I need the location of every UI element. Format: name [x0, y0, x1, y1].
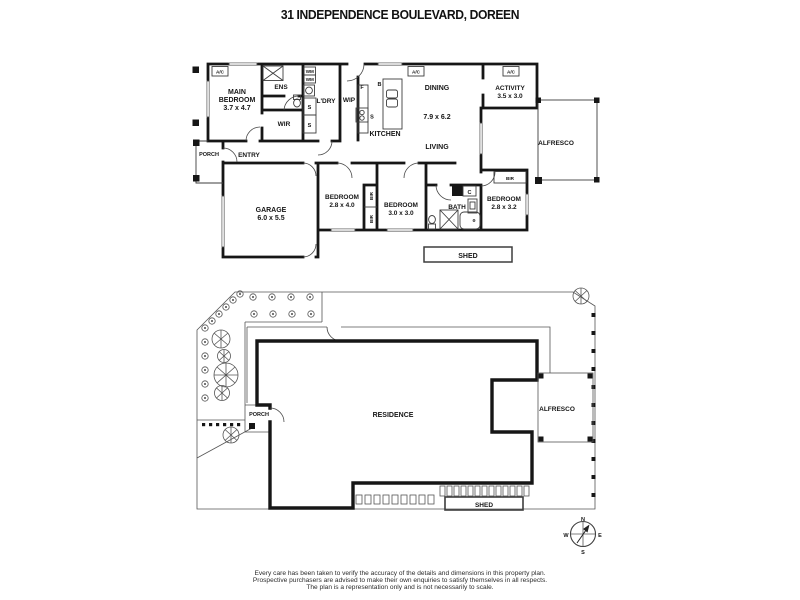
- room-label-porch: PORCH: [199, 152, 219, 158]
- residence-outline: [257, 341, 537, 508]
- disclaimer-line-2: Prospective purchasers are advised to make their own enquiries to satisfy themselves in all respects.: [252, 577, 548, 584]
- site-label-alfresco: ALFRESCO: [539, 406, 575, 413]
- room-label-dining: DINING: [424, 85, 450, 92]
- bir-label: BIR: [368, 215, 374, 223]
- room-label-ensuite: ENS: [274, 84, 288, 91]
- room-dims-garage: 6.0 x 5.5: [257, 215, 285, 222]
- room-label-bath: BATH: [448, 204, 466, 211]
- site-label-porch: PORCH: [249, 412, 269, 418]
- room-dims-bedroom-3: 3.0 x 3.0: [388, 210, 414, 217]
- fridge-label: F: [360, 85, 364, 91]
- wall-pier-post: [193, 120, 200, 127]
- room-dims-activity: 3.5 x 3.0: [497, 93, 523, 100]
- room-label-bedroom-2: BEDROOM: [325, 194, 359, 201]
- room-label-alfresco: ALFRESCO: [538, 140, 574, 147]
- room-dims-living: 7.9 x 6.2: [423, 114, 451, 121]
- site-porch-post: [249, 423, 255, 429]
- floor-plan: [193, 63, 600, 262]
- bir-label: BIR: [506, 176, 514, 181]
- compass-west-label: W: [563, 533, 569, 539]
- room-label-laundry: L'DRY: [316, 98, 336, 105]
- gate-arc: [327, 327, 341, 341]
- room-label-main-bedroom: MAIN: [228, 89, 246, 96]
- compass-east-label: E: [598, 533, 602, 539]
- room-label-main-bedroom: BEDROOM: [218, 97, 256, 104]
- linen-label: S: [307, 123, 312, 129]
- ac-label: A/C: [412, 69, 420, 75]
- room-label-wip: WIP: [342, 97, 356, 104]
- room-dims-bedroom-4: 2.8 x 3.2: [491, 204, 517, 211]
- linen-label: S: [307, 105, 312, 111]
- cupboard-label: C: [467, 190, 472, 196]
- tree-symbols: [212, 288, 589, 443]
- wall-pier-post: [193, 67, 200, 74]
- room-label-bedroom-3: BEDROOM: [384, 202, 418, 209]
- room-dims-main-bedroom: 3.7 x 4.7: [223, 105, 251, 112]
- disclaimer-line-3: The plan is a representation only and is not necessarily to scale.: [306, 584, 494, 591]
- washing-machine-label: WM: [305, 69, 314, 74]
- garden-dots-row: [202, 423, 240, 426]
- porch-post: [193, 140, 200, 147]
- room-label-entry: ENTRY: [238, 152, 260, 159]
- bench-label: B: [377, 82, 382, 88]
- compass-south-label: S: [581, 550, 585, 556]
- compass-rose: [563, 517, 602, 556]
- stove-label: S: [370, 114, 374, 121]
- site-plan: [197, 288, 596, 510]
- shed-label: SHED: [458, 253, 478, 260]
- laundry-fixtures: [303, 67, 316, 133]
- porch-outline: [196, 141, 223, 183]
- ac-label: A/C: [507, 69, 515, 75]
- ac-units: [212, 67, 519, 77]
- site-label-residence: RESIDENCE: [372, 412, 414, 419]
- ac-label: A/C: [216, 69, 224, 75]
- room-dims-bedroom-2: 2.8 x 4.0: [329, 202, 355, 209]
- room-label-wir: WIR: [277, 121, 291, 128]
- room-label-garage: GARAGE: [255, 207, 287, 214]
- disclaimer-line-1: Every care has been taken to verify the accuracy of the details and dimensions in this property plan.: [254, 570, 546, 577]
- front-door-arc: [270, 408, 284, 422]
- compass-north-label: N: [581, 517, 585, 523]
- room-label-activity: ACTIVITY: [495, 85, 525, 92]
- site-label-shed: SHED: [474, 502, 494, 509]
- eave-line: [247, 327, 550, 403]
- room-label-bedroom-4: BEDROOM: [487, 196, 521, 203]
- paving-squares: [356, 486, 529, 504]
- page-title: 31 INDEPENDENCE BOULEVARD, DOREEN: [280, 8, 520, 22]
- floorplan-walls: [208, 64, 537, 257]
- porch-post: [193, 175, 200, 182]
- room-label-living: LIVING: [425, 144, 449, 151]
- bir-label: BIR: [368, 192, 374, 200]
- room-label-kitchen: KITCHEN: [369, 131, 401, 138]
- washing-machine-label: WM: [305, 77, 314, 82]
- disclaimer-text: [0, 570, 800, 591]
- kitchen-fixtures: [356, 79, 402, 133]
